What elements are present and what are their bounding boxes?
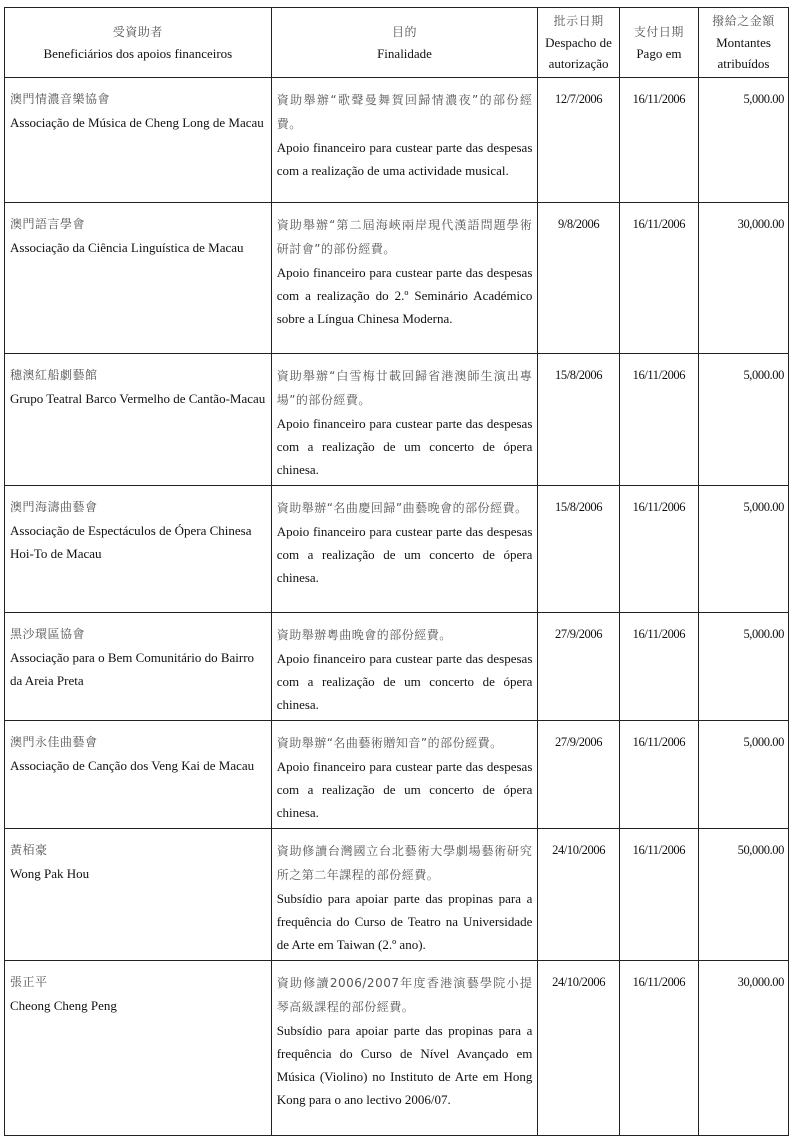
purpose-zh: 資助舉辦“第二屆海峽兩岸現代漢語問題學術研討會”的部份經費。: [276, 218, 533, 256]
beneficiary-pt: Associação de Canção dos Veng Kai de Macau: [10, 758, 255, 773]
purpose-pt: Apoio financeiro para custear parte das despesas com a realização de um concerto de ópera chinesa.: [276, 651, 533, 712]
beneficiary-pt: Associação da Ciência Linguística de Macau: [10, 240, 244, 255]
beneficiary-pt: Associação de Música de Cheng Long de Macau: [10, 115, 264, 130]
paid-date: 16/11/2006: [619, 613, 698, 721]
header-pt: Finalidade: [377, 45, 432, 61]
beneficiary-pt: Associação para o Bem Comunitário do Bairro da Areia Preta: [10, 650, 255, 688]
beneficiary-zh: 澳門語言學會: [10, 217, 86, 231]
paid-date: 16/11/2006: [619, 354, 698, 486]
beneficiary-zh: 穗澳紅船劇藝館: [10, 368, 98, 382]
amount: 5,000.00: [699, 486, 789, 613]
header-zh: 撥給之金額: [712, 14, 775, 28]
amount: 30,000.00: [699, 203, 789, 354]
beneficiary-zh: 黃栢豪: [10, 843, 48, 857]
header-zh: 目的: [392, 24, 418, 39]
table-row: [5, 354, 789, 486]
beneficiary-pt: Cheong Cheng Peng: [10, 998, 117, 1013]
paid-date: 16/11/2006: [619, 961, 698, 1136]
table-row: [5, 486, 789, 613]
purpose-zh: 資助修讀2006/2007年度香港演藝學院小提琴高級課程的部份經費。: [276, 976, 533, 1014]
authorization-date: 24/10/2006: [538, 961, 619, 1136]
beneficiary-cell: [5, 721, 272, 829]
purpose-cell: [271, 961, 538, 1136]
beneficiary-pt: Grupo Teatral Barco Vermelho de Cantão-Macau: [10, 391, 266, 406]
header-zh: 批示日期: [553, 14, 604, 28]
header-row: [5, 8, 789, 78]
purpose-pt: Apoio financeiro para custear parte das despesas com a realização de um concerto de ópera chinesa.: [276, 759, 533, 820]
table-row: [5, 613, 789, 721]
beneficiary-cell: [5, 613, 272, 721]
purpose-pt: Apoio financeiro para custear parte das despesas com a realização do 2.º Seminário Académico sobre a Língua Chinesa Moderna.: [276, 265, 533, 326]
table-row: [5, 961, 789, 1136]
purpose-cell: [271, 613, 538, 721]
authorization-date: 24/10/2006: [538, 829, 619, 961]
beneficiary-cell: [5, 354, 272, 486]
beneficiary-zh: 張正平: [10, 975, 48, 989]
purpose-cell: [271, 203, 538, 354]
beneficiary-zh: 澳門永佳曲藝會: [10, 735, 98, 749]
table-row: [5, 203, 789, 354]
authorization-date: 12/7/2006: [538, 78, 619, 203]
purpose-zh: 資助舉辦“名曲慶回歸”曲藝晚會的部份經費。: [276, 501, 528, 515]
amount: 5,000.00: [699, 613, 789, 721]
header-pt: Pago em: [636, 45, 682, 61]
beneficiary-cell: [5, 961, 272, 1136]
paid-date: 16/11/2006: [619, 78, 698, 203]
beneficiary-zh: 黑沙環區協會: [10, 627, 86, 641]
amount: 5,000.00: [699, 721, 789, 829]
beneficiary-pt: Associação de Espectáculos de Ópera Chinesa Hoi-To de Macau: [10, 523, 252, 561]
purpose-pt: Apoio financeiro para custear parte das despesas com a realização de um concerto de ópera chinesa.: [276, 416, 533, 477]
purpose-zh: 資助舉辦“名曲藝術贈知音”的部份經費。: [276, 736, 503, 750]
table-body: [5, 78, 789, 1136]
purpose-cell: [271, 486, 538, 613]
purpose-zh: 資助舉辦“歌聲曼舞賀回歸情濃夜”的部份經費。: [276, 93, 533, 131]
purpose-zh: 資助舉辦粵曲晚會的部份經費。: [276, 628, 452, 642]
table-row: [5, 78, 789, 203]
table-row: [5, 829, 789, 961]
amount: 50,000.00: [699, 829, 789, 961]
authorization-date: 27/9/2006: [538, 721, 619, 829]
beneficiary-zh: 澳門海濤曲藝會: [10, 500, 98, 514]
amount: 5,000.00: [699, 354, 789, 486]
header-beneficiary: [5, 8, 272, 78]
purpose-cell: [271, 78, 538, 203]
authorization-date: 15/8/2006: [538, 486, 619, 613]
purpose-pt: Subsídio para apoiar parte das propinas para a frequência do Curso de Nível Avançado em Música (Violino) no Instituto de Arte em Hong Kong para o ano lectivo 2006/07.: [276, 1023, 533, 1107]
paid-date: 16/11/2006: [619, 486, 698, 613]
purpose-zh: 資助舉辦“白雪梅廿載回歸省港澳師生演出專場”的部份經費。: [276, 369, 533, 407]
beneficiary-pt: Wong Pak Hou: [10, 866, 90, 881]
amount: 30,000.00: [699, 961, 789, 1136]
header-amount: [699, 8, 789, 78]
header-authorization-date: [538, 8, 619, 78]
beneficiary-cell: [5, 486, 272, 613]
beneficiary-cell: [5, 203, 272, 354]
purpose-cell: [271, 721, 538, 829]
purpose-pt: Subsídio para apoiar parte das propinas para a frequência do Curso de Teatro na Universidade de Arte em Taiwan (2.º ano).: [276, 891, 533, 952]
purpose-cell: [271, 354, 538, 486]
header-zh: 支付日期: [633, 24, 684, 39]
paid-date: 16/11/2006: [619, 829, 698, 961]
amount: 5,000.00: [699, 78, 789, 203]
header-pt: Montantes atribuídos: [716, 35, 771, 71]
purpose-pt: Apoio financeiro para custear parte das despesas com a realização de uma actividade musical.: [276, 140, 533, 178]
beneficiary-cell: [5, 78, 272, 203]
beneficiary-zh: 澳門情濃音樂協會: [10, 92, 111, 106]
paid-date: 16/11/2006: [619, 203, 698, 354]
header-zh: 受資助者: [112, 24, 163, 39]
grants-table: [4, 7, 789, 1136]
header-pt: Despacho de autorização: [545, 35, 612, 71]
beneficiary-cell: [5, 829, 272, 961]
header-pt: Beneficiários dos apoios financeiros: [43, 45, 233, 61]
authorization-date: 27/9/2006: [538, 613, 619, 721]
purpose-zh: 資助修讀台灣國立台北藝術大學劇場藝術研究所之第二年課程的部份經費。: [276, 844, 533, 882]
paid-date: 16/11/2006: [619, 721, 698, 829]
table-row: [5, 721, 789, 829]
header-purpose: [271, 8, 538, 78]
authorization-date: 9/8/2006: [538, 203, 619, 354]
header-paid-date: [619, 8, 698, 78]
purpose-pt: Apoio financeiro para custear parte das despesas com a realização de um concerto de ópera chinesa.: [276, 524, 533, 585]
purpose-cell: [271, 829, 538, 961]
authorization-date: 15/8/2006: [538, 354, 619, 486]
